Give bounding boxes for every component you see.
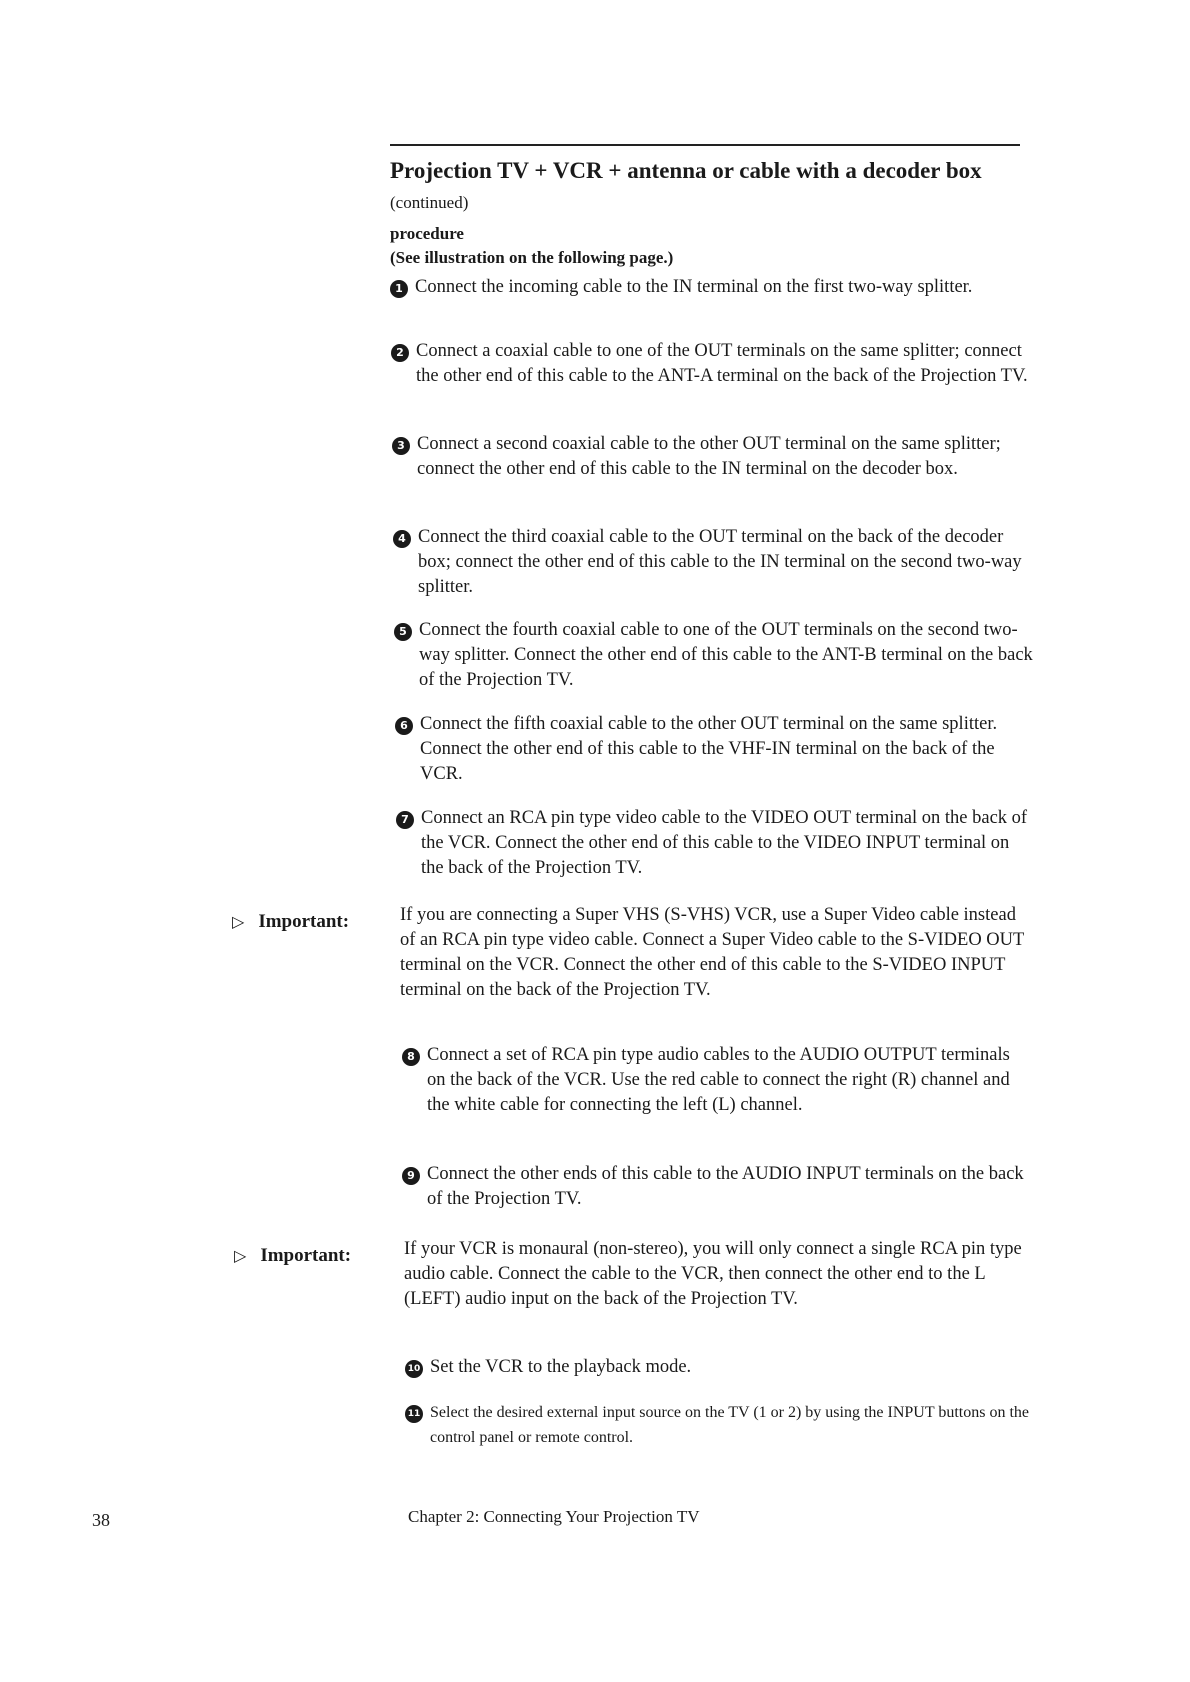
important-label-1 <box>232 909 349 934</box>
step-6 <box>395 712 1035 787</box>
title-main: Projection TV + VCR + antenna or cable with a decoder box <box>390 158 982 183</box>
step-number: 4 <box>393 530 411 548</box>
step-3 <box>392 432 1032 482</box>
step-number: 8 <box>402 1048 420 1066</box>
title-continued: (continued) <box>390 193 469 212</box>
important-label-2 <box>234 1243 351 1268</box>
step-2 <box>391 339 1031 389</box>
step-8 <box>402 1043 1032 1118</box>
step-4 <box>393 525 1033 600</box>
step-7 <box>396 806 1036 881</box>
triangle-right-icon: ▷ <box>234 1246 247 1265</box>
section-title <box>390 156 1030 218</box>
page-number: 38 <box>92 1510 110 1530</box>
step-text: Connect the incoming cable to the IN terminal on the first two-way splitter. <box>415 277 973 297</box>
step-number: 5 <box>394 623 412 641</box>
important-note-2: If your VCR is monaural (non-stereo), you will only connect a single RCA pin type audio cable. Connect the cable to the VCR, then connect the other end to the L (LEFT) audio input on the back of the Projection TV. <box>404 1239 1022 1309</box>
step-9 <box>402 1162 1032 1212</box>
step-number: 2 <box>391 344 409 362</box>
step-number: 9 <box>402 1167 420 1185</box>
step-text: Connect the third coaxial cable to the OUT terminal on the back of the decoder box; connect the other end of this cable to the IN terminal on the second two-way splitter. <box>418 527 1022 597</box>
step-10 <box>405 1355 1035 1380</box>
step-text: Select the desired external input source on the TV (1 or 2) by using the INPUT buttons on the control panel or remote control. <box>430 1404 1029 1446</box>
step-number: 7 <box>396 811 414 829</box>
procedure-heading <box>390 222 673 270</box>
step-text: Connect a second coaxial cable to the other OUT terminal on the same splitter; connect the other end of this cable to the IN terminal on the decoder box. <box>417 434 1001 479</box>
chapter-footer: Chapter 2: Connecting Your Projection TV <box>408 1507 700 1526</box>
see-illustration-note: (See illustration on the following page.) <box>390 248 674 267</box>
step-11 <box>405 1400 1040 1450</box>
step-1 <box>390 275 1030 300</box>
important-label-text: Important: <box>260 1245 352 1266</box>
procedure-label: procedure <box>390 224 464 243</box>
step-text: Connect the other ends of this cable to the AUDIO INPUT terminals on the back of the Projection TV. <box>427 1164 1024 1209</box>
step-text: Connect the fifth coaxial cable to the other OUT terminal on the same splitter. Connect the other end of this cable to the VHF-IN terminal on the back of the VCR. <box>420 714 998 784</box>
triangle-right-icon: ▷ <box>232 912 245 931</box>
important-note-1: If you are connecting a Super VHS (S-VHS) VCR, use a Super Video cable instead of an RCA pin type video cable. Connect a Super Video cable to the S-VIDEO OUT terminal on the VCR. Connect the other end of this cable to the S-VIDEO INPUT terminal on the back of the Projection TV. <box>400 905 1024 1000</box>
top-rule <box>390 144 1020 146</box>
step-number: 3 <box>392 437 410 455</box>
step-5 <box>394 618 1034 693</box>
step-number: 1 <box>390 280 408 298</box>
step-number: 6 <box>395 717 413 735</box>
step-number: 10 <box>405 1360 423 1378</box>
step-text: Connect the fourth coaxial cable to one of the OUT terminals on the second two-way splitter. Connect the other end of this cable to the ANT-B terminal on the back of the Projection TV. <box>419 620 1033 690</box>
step-text: Connect a set of RCA pin type audio cables to the AUDIO OUTPUT terminals on the back of the VCR. Use the red cable to connect the right (R) channel and the white cable for connecting the left (L) channel. <box>427 1045 1010 1115</box>
step-number: 11 <box>405 1405 423 1423</box>
step-text: Set the VCR to the playback mode. <box>430 1357 692 1377</box>
step-text: Connect a coaxial cable to one of the OUT terminals on the same splitter; connect the other end of this cable to the ANT-A terminal on the back of the Projection TV. <box>416 341 1028 386</box>
step-text: Connect an RCA pin type video cable to the VIDEO OUT terminal on the back of the VCR. Connect the other end of this cable to the VIDEO INPUT terminal on the back of the Projection TV. <box>421 808 1028 878</box>
important-label-text: Important: <box>258 911 350 932</box>
